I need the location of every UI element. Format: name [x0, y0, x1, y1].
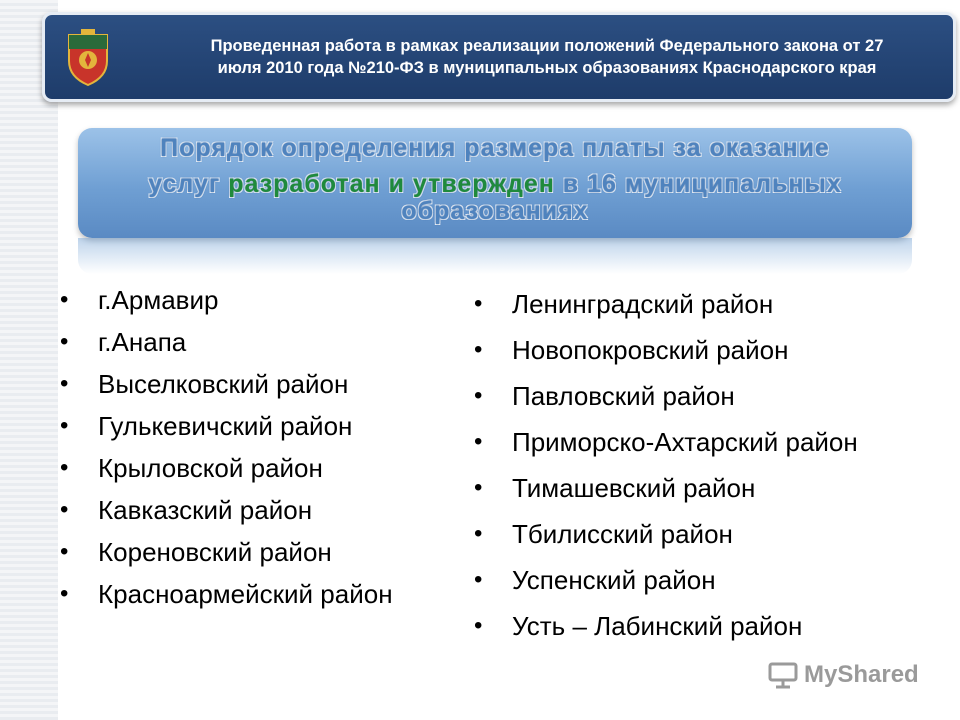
list-item: • Выселковский район — [60, 369, 440, 399]
list-item: • г.Анапа — [60, 327, 440, 357]
list-item: • Усть – Лабинский район — [474, 611, 954, 641]
list-item: • Кореновский район — [60, 537, 440, 567]
banner-line2-post: в 16 муниципальных — [554, 170, 842, 198]
left-decorative-strip — [0, 0, 58, 720]
header-title-line1: Проведенная работа в рамках реализации положений Федерального закона от 27 — [210, 37, 884, 55]
list-item: • Красноармейский район — [60, 579, 398, 609]
coat-of-arms-icon — [63, 27, 113, 87]
list-item: • Кавказский район — [60, 495, 440, 525]
banner-highlight: разработан и утвержден — [228, 170, 555, 198]
left-municipality-list — [60, 285, 440, 621]
header-bar — [42, 12, 956, 102]
header-title — [137, 35, 957, 79]
list-item: • Тимашевский район — [474, 473, 954, 503]
banner-line1: Порядок определения размера платы за оказание — [160, 134, 830, 162]
watermark-text: MyShared — [804, 661, 919, 688]
list-item: • г.Армавир — [60, 285, 440, 315]
banner-text — [98, 130, 892, 224]
banner — [78, 128, 912, 278]
list-item: • Ленинградский район — [474, 289, 954, 319]
list-item: • Тбилисский район — [474, 519, 954, 549]
list-item: • Новопокровский район — [474, 335, 954, 365]
right-municipality-list — [474, 289, 954, 657]
list-item: • Гулькевичский район — [60, 411, 440, 441]
list-item: • Успенский район — [474, 565, 954, 595]
banner-reflection — [78, 238, 912, 274]
presentation-icon — [768, 661, 798, 689]
myshared-watermark[interactable] — [768, 658, 938, 692]
list-item: • Приморско-Ахтарский район — [474, 427, 954, 457]
list-item: • Крыловской район — [60, 453, 440, 483]
header-title-line2: июля 2010 года №210-ФЗ в муниципальных образованиях Краснодарского края — [217, 59, 877, 77]
banner-line2-pre: услуг — [148, 170, 229, 198]
list-item: • Павловский район — [474, 381, 954, 411]
banner-line3: образованиях — [401, 197, 589, 225]
